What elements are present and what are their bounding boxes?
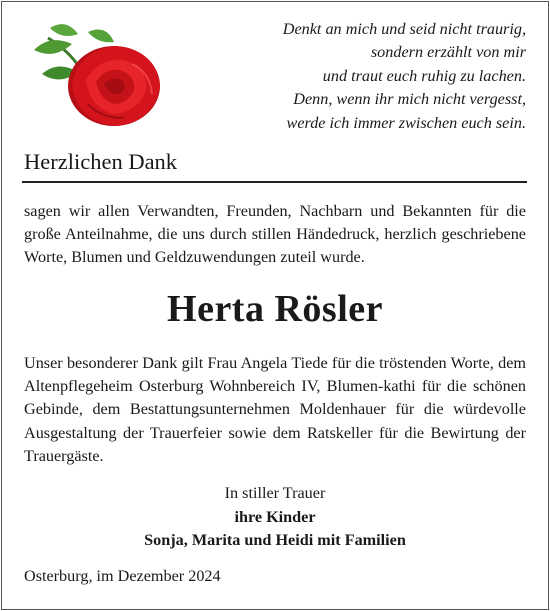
divider	[22, 181, 527, 183]
poem-line: werde ich immer zwischen euch sein.	[286, 113, 526, 132]
signature-block	[0, 482, 550, 553]
place-date: Osterburg, im Dezember 2024	[24, 567, 221, 585]
poem-line: sondern erzählt von mir	[370, 43, 526, 62]
poem-line: Denn, wenn ihr mich nicht vergesst,	[293, 90, 526, 109]
signature-intro: In stiller Trauer	[224, 484, 326, 502]
poem	[196, 18, 526, 135]
poem-line: Denkt an mich und seid nicht traurig,	[282, 20, 526, 38]
rose-image	[28, 20, 168, 132]
thanks-heading: Herzlichen Dank	[24, 149, 178, 174]
thanks-paragraph: sagen wir allen Verwandten, Freunden, Nachbarn und Bekannten für die große Anteilnahme, die uns durch stillen Händedruck, herzlich geschriebene Worte, Blumen und Geldzuwendungen zuteil wurde.	[24, 202, 526, 267]
signature-names: Sonja, Marita und Heidi mit Familien	[144, 531, 406, 549]
special-thanks-paragraph: Unser besonderer Dank gilt Frau Angela Tiede für die tröstenden Worte, dem Altenpflegeheim Osterburg Wohnbereich IV, Blumen-kathi für die schönen Gebinde, dem Bestattungsunternehmen Moldenhauer für die würdevolle Ausgestaltung der Trauerfeier sowie dem Ratskeller für die Bewirtung der Trauergäste.	[24, 354, 526, 465]
signature-relation: ihre Kinder	[234, 507, 316, 526]
deceased-name: Herta Rösler	[167, 288, 383, 330]
poem-line: und traut euch ruhig zu lachen.	[322, 66, 526, 85]
